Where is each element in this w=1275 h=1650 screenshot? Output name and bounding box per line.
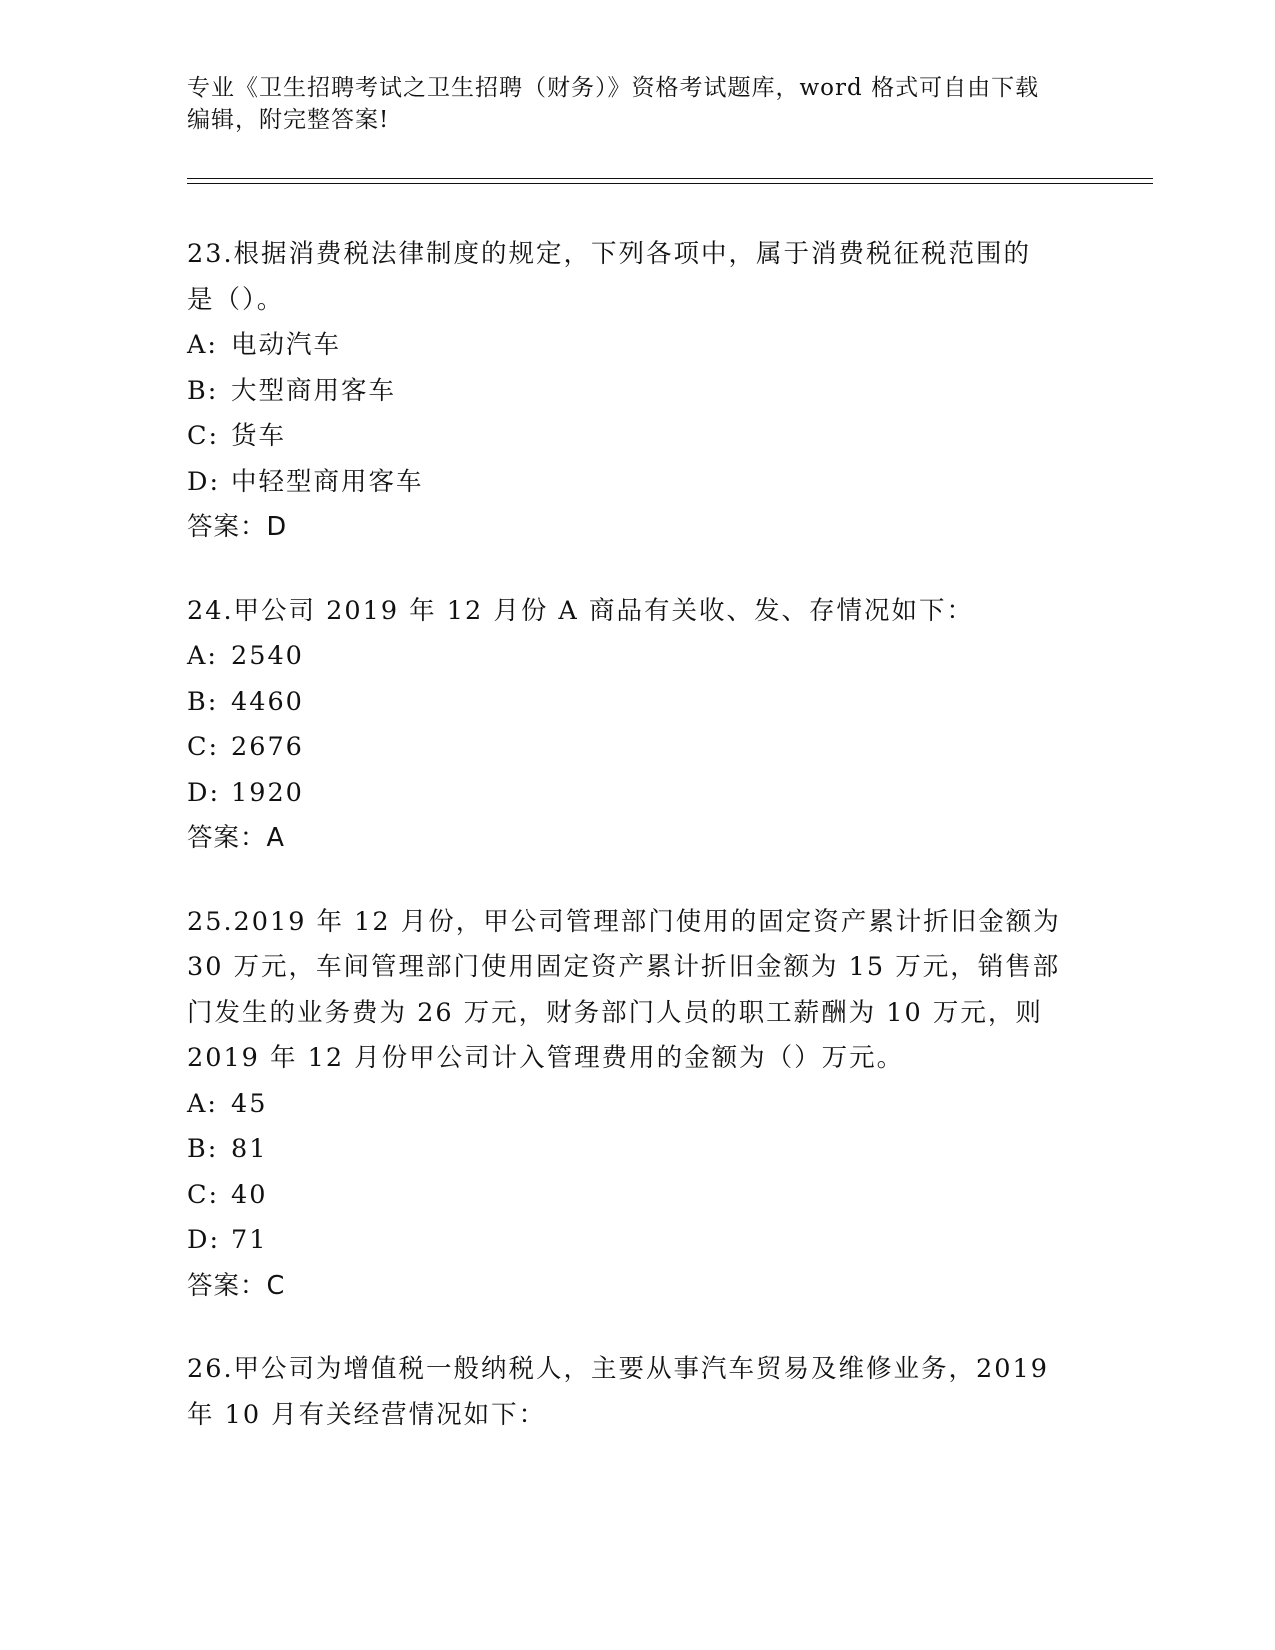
option-c [187, 414, 1087, 460]
answer-line: 答案：A [187, 823, 285, 853]
question-stem-line: 2019 年 12 月份甲公司计入管理费用的金额为（）万元。 [187, 1043, 905, 1073]
option-d [187, 771, 1087, 817]
option-b [187, 1127, 1087, 1173]
question-stem-line: 23.根据消费税法律制度的规定，下列各项中，属于消费税征税范围的 [187, 239, 1032, 269]
answer-line: 答案：C [187, 1270, 286, 1301]
option-letter: D: [187, 777, 221, 808]
option-text: 71 [231, 1225, 268, 1255]
option-letter: B: [187, 686, 219, 717]
option-letter: A: [187, 330, 219, 360]
option-letter: A: [187, 641, 219, 671]
option-letter: C: [187, 732, 220, 762]
option-text: 2540 [231, 641, 304, 671]
question-stem-line: 26.甲公司为增值税一般纳税人，主要从事汽车贸易及维修业务，2019 [187, 1354, 1049, 1384]
option-text: 40 [231, 1179, 268, 1210]
option-a [187, 323, 1087, 369]
document-header [187, 72, 1087, 136]
option-b [187, 680, 1087, 726]
option-text: 货车 [231, 421, 287, 451]
header-divider-top [187, 178, 1153, 179]
question-26 [187, 1347, 1087, 1438]
option-text: 中轻型商用客车 [231, 466, 424, 497]
header-divider-bottom [187, 183, 1153, 184]
option-letter: C: [187, 421, 220, 451]
question-stem-line: 是（）。 [187, 284, 285, 315]
question-24 [187, 589, 1087, 862]
option-c [187, 725, 1087, 771]
option-letter: B: [187, 375, 219, 406]
option-a [187, 1082, 1087, 1128]
option-a [187, 634, 1087, 680]
question-stem-line: 30 万元，车间管理部门使用固定资产累计折旧金额为 15 万元，销售部 [187, 952, 1061, 982]
option-letter: B: [187, 1134, 219, 1164]
question-stem-line: 门发生的业务费为 26 万元，财务部门人员的职工薪酬为 10 万元，则 [187, 997, 1043, 1028]
option-letter: D: [187, 466, 221, 497]
option-text: 1920 [231, 777, 304, 808]
option-letter: D: [187, 1225, 221, 1255]
header-line-2: 编辑，附完整答案! [187, 107, 390, 133]
answer-line: 答案：D [187, 512, 288, 542]
option-d [187, 460, 1087, 506]
option-d [187, 1218, 1087, 1264]
question-stem-line: 年 10 月有关经营情况如下： [187, 1399, 547, 1430]
option-text: 2676 [231, 732, 304, 762]
question-stem-line: 24.甲公司 2019 年 12 月份 A 商品有关收、发、存情况如下： [187, 595, 974, 626]
option-text: 电动汽车 [231, 330, 342, 360]
option-text: 4460 [231, 686, 304, 717]
option-text: 大型商用客车 [231, 375, 397, 406]
question-25 [187, 900, 1087, 1310]
option-c [187, 1173, 1087, 1219]
option-letter: A: [187, 1088, 219, 1119]
question-list [187, 232, 1087, 1476]
option-text: 45 [231, 1088, 268, 1119]
question-stem-line: 25.2019 年 12 月份，甲公司管理部门使用的固定资产累计折旧金额为 [187, 906, 1061, 937]
header-line-1: 专业《卫生招聘考试之卫生招聘（财务）》资格考试题库，word 格式可自由下载 [187, 75, 1040, 101]
option-b [187, 369, 1087, 415]
option-text: 81 [231, 1134, 268, 1164]
option-letter: C: [187, 1179, 220, 1210]
question-23 [187, 232, 1087, 551]
